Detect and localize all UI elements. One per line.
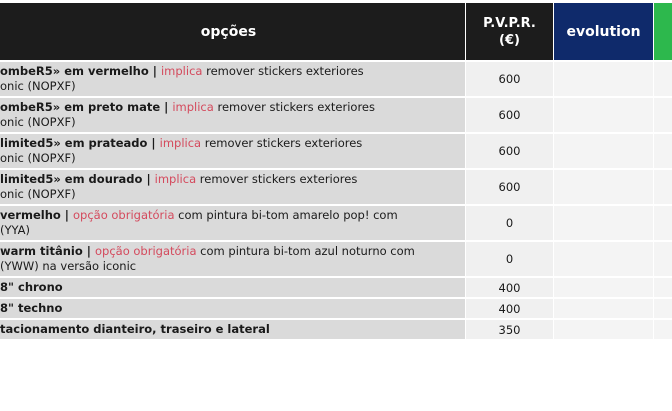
option-name: limited5» em prateado | <box>0 136 160 150</box>
option-description-line2: onic (NOPXF) <box>0 187 76 201</box>
price-cell: 400 <box>466 297 554 318</box>
pvpr-header-line2: (€) <box>499 32 520 48</box>
table-row <box>0 132 672 168</box>
next-cell <box>654 276 672 297</box>
option-note: implica <box>172 100 214 114</box>
price-cell: 600 <box>466 96 554 132</box>
option-name: tacionamento dianteiro, traseiro e lateral <box>0 322 270 336</box>
option-cell <box>0 132 466 168</box>
options-column-header: opções <box>0 3 466 60</box>
evolution-cell <box>554 168 654 204</box>
option-description-line2: onic (NOPXF) <box>0 151 76 165</box>
next-cell <box>654 96 672 132</box>
option-description: remover stickers exteriores <box>213 100 376 114</box>
option-note: opção obrigatória <box>94 244 197 258</box>
option-description-line2: (YYA) <box>0 223 30 237</box>
option-description-line2: (YWW) na versão iconic <box>0 259 137 273</box>
evolution-cell <box>554 204 654 240</box>
evolution-cell <box>554 276 654 297</box>
options-table <box>0 3 672 339</box>
table-header-row <box>0 3 672 60</box>
option-description: com pintura bi-tom azul noturno com <box>196 244 415 258</box>
table-row <box>0 168 672 204</box>
option-cell <box>0 318 466 339</box>
price-cell: 350 <box>466 318 554 339</box>
option-description: remover stickers exteriores <box>202 64 364 78</box>
next-cell <box>654 132 672 168</box>
option-name: limited5» em dourado | <box>0 172 155 186</box>
next-cell <box>654 318 672 339</box>
next-cell <box>654 240 672 276</box>
price-cell: 600 <box>466 60 554 96</box>
option-description-line2: onic (NOPXF) <box>0 79 76 93</box>
table-row <box>0 318 672 339</box>
price-cell: 600 <box>466 168 554 204</box>
evolution-cell <box>554 318 654 339</box>
next-cell <box>654 204 672 240</box>
option-description: remover stickers exteriores <box>201 136 363 150</box>
option-name: ombeR5» em preto mate | <box>0 100 173 114</box>
next-cell <box>654 168 672 204</box>
option-cell <box>0 276 466 297</box>
option-cell <box>0 204 466 240</box>
price-cell: 0 <box>466 204 554 240</box>
table-row <box>0 276 672 297</box>
evolution-cell <box>554 297 654 318</box>
evolution-cell <box>554 96 654 132</box>
price-cell: 0 <box>466 240 554 276</box>
option-note: opção obrigatória <box>73 208 175 222</box>
option-cell <box>0 240 466 276</box>
pvpr-column-header <box>466 3 554 60</box>
option-name: warm titânio | <box>0 244 95 258</box>
price-cell: 400 <box>466 276 554 297</box>
option-name: 8" techno <box>0 301 63 315</box>
evolution-column-header: evolution <box>554 3 654 60</box>
option-note: implica <box>159 136 202 150</box>
option-description: com pintura bi-tom amarelo pop! com <box>174 208 398 222</box>
option-description: remover stickers exteriores <box>196 172 358 186</box>
option-cell <box>0 297 466 318</box>
table-row <box>0 297 672 318</box>
option-description-line2: onic (NOPXF) <box>0 115 76 129</box>
table-row <box>0 240 672 276</box>
option-name: vermelho | <box>0 208 73 222</box>
pvpr-header-line1: P.V.P.R. <box>483 15 536 31</box>
table-row <box>0 96 672 132</box>
next-column-header <box>654 3 672 60</box>
price-cell: 600 <box>466 132 554 168</box>
option-cell <box>0 168 466 204</box>
next-cell <box>654 297 672 318</box>
table-row <box>0 60 672 96</box>
option-name: ombeR5» em vermelho | <box>0 64 161 78</box>
next-cell <box>654 60 672 96</box>
option-note: implica <box>154 172 197 186</box>
evolution-cell <box>554 132 654 168</box>
evolution-cell <box>554 60 654 96</box>
option-cell <box>0 60 466 96</box>
table-row <box>0 204 672 240</box>
option-note: implica <box>160 64 203 78</box>
option-name: 8" chrono <box>0 280 63 294</box>
option-cell <box>0 96 466 132</box>
evolution-cell <box>554 240 654 276</box>
